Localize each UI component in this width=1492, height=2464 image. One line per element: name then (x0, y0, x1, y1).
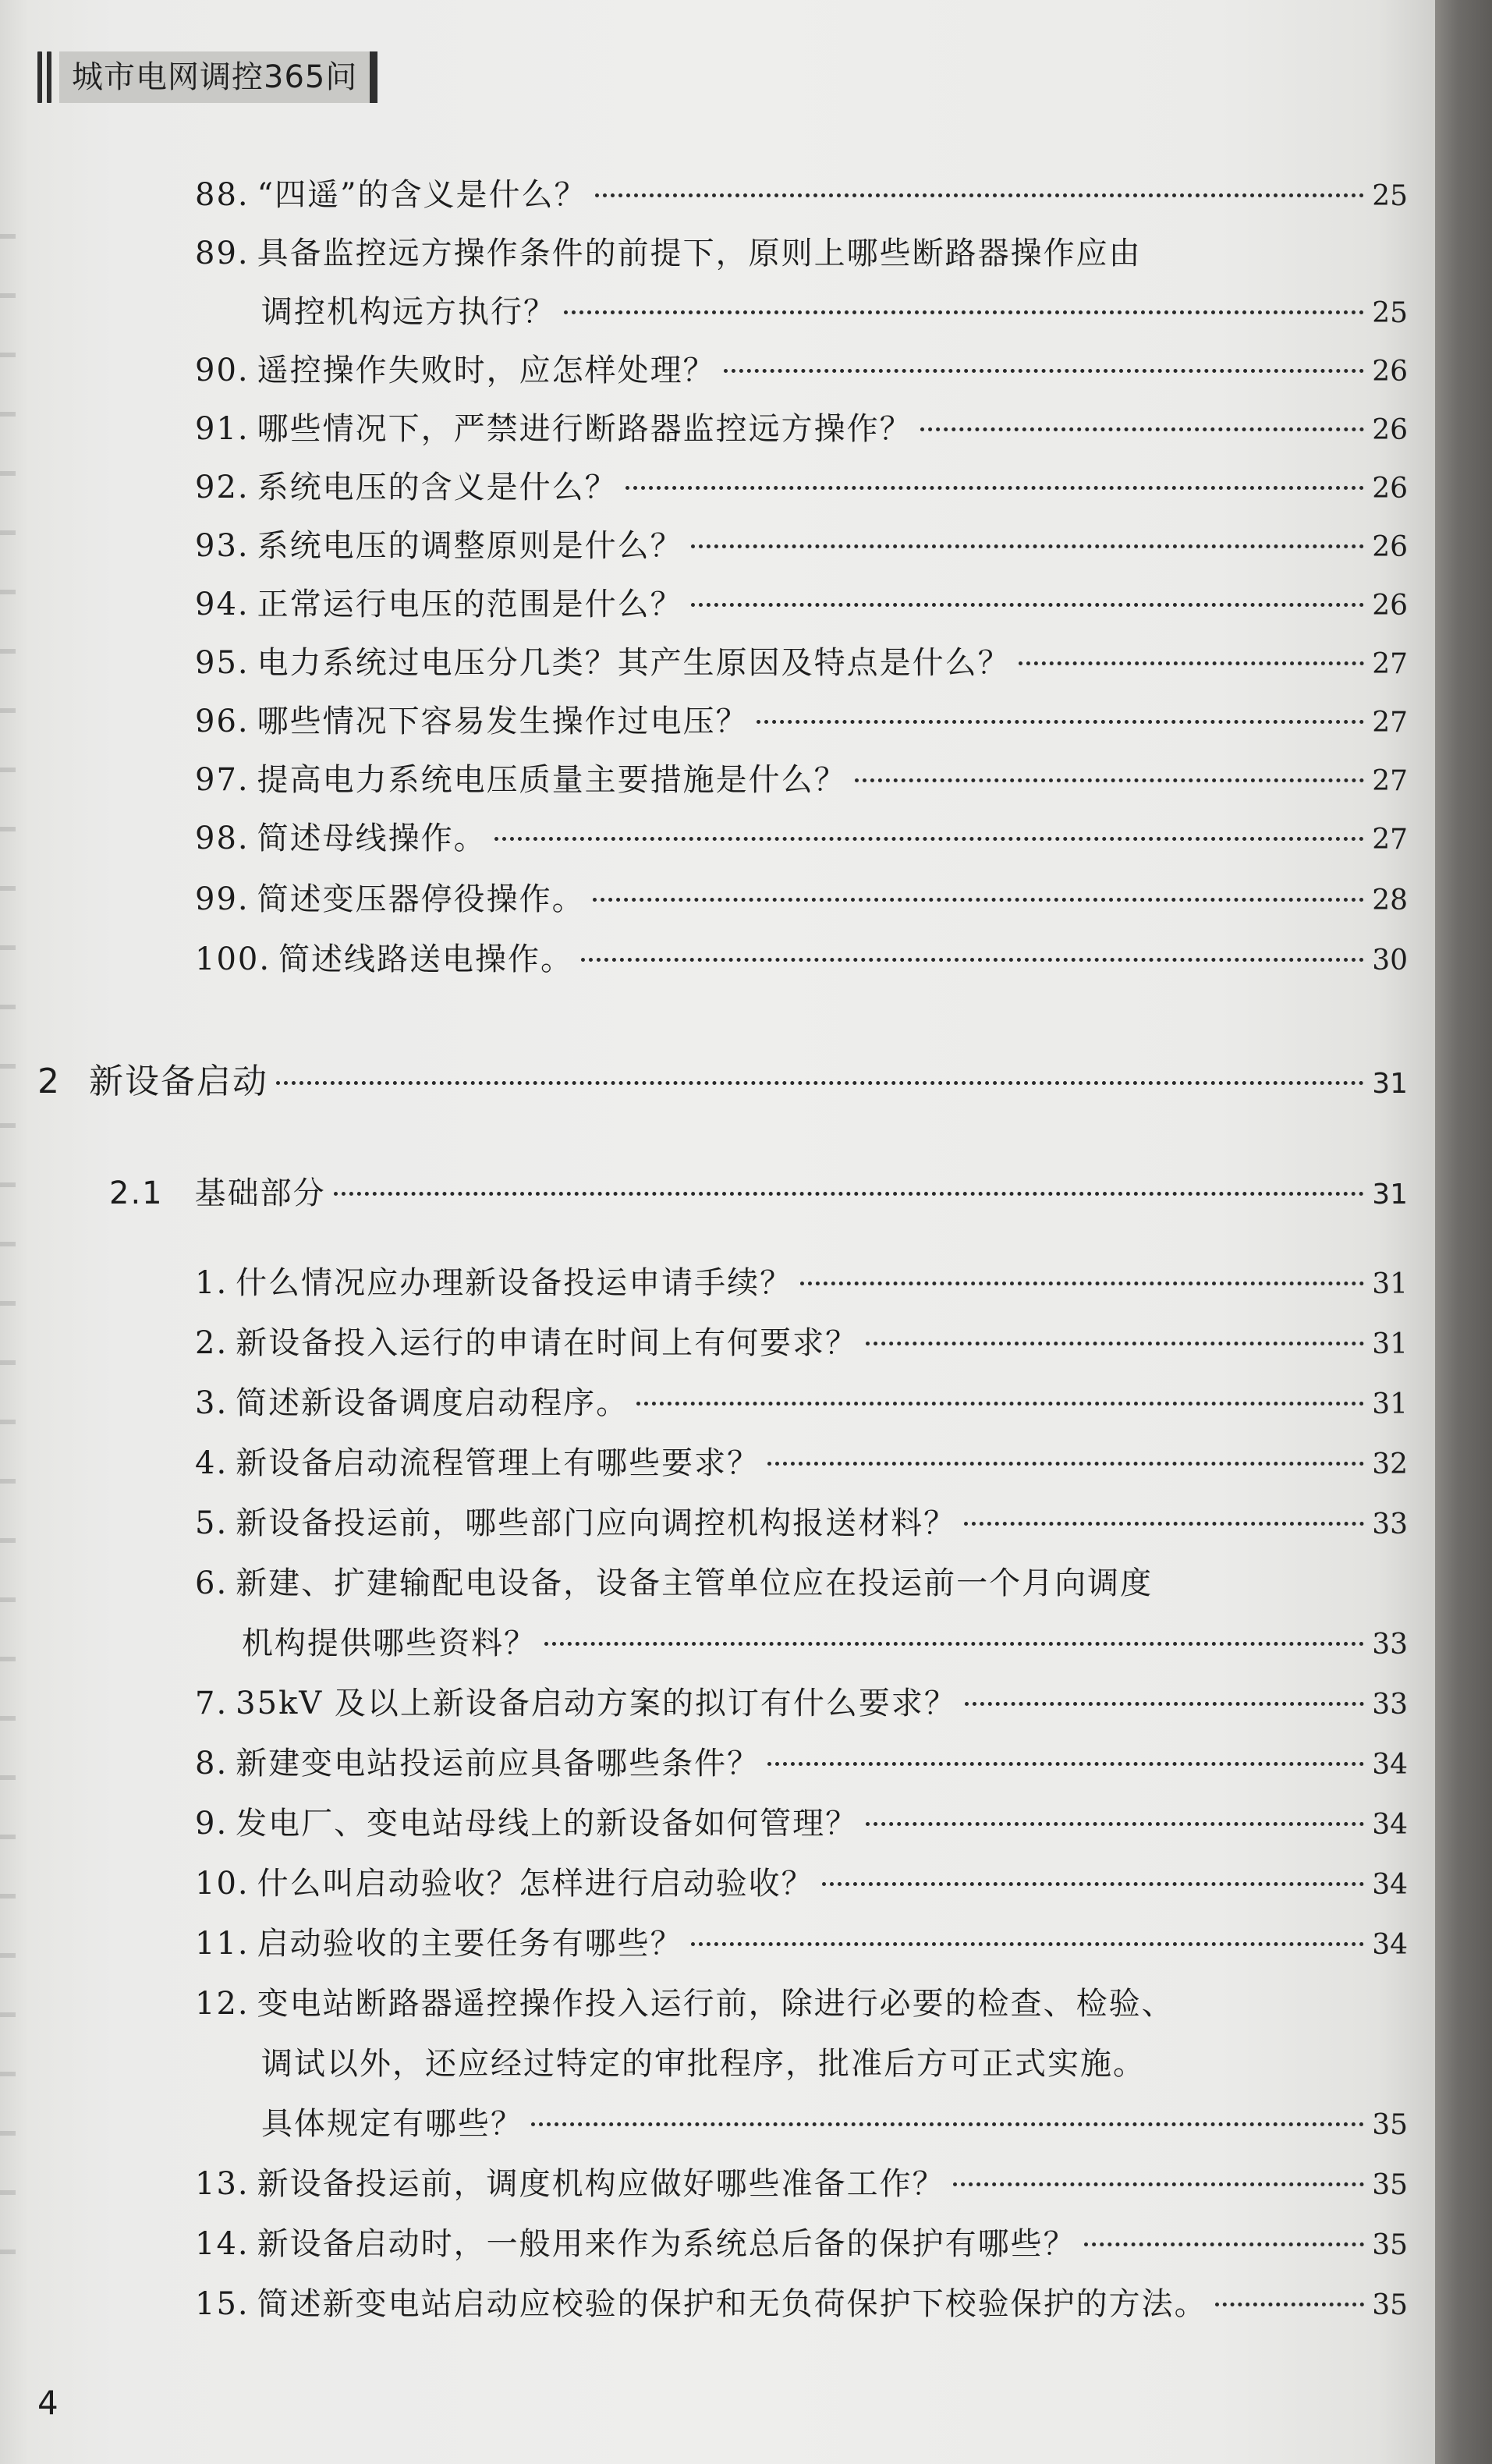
toc-entry-95: 95. 电力系统过电压分几类？其产生原因及特点是什么？ 27 (195, 645, 1408, 681)
toc-entry-13: 13. 新设备投运前，调度机构应做好哪些准备工作？ 35 (195, 2166, 1408, 2202)
toc-entry-5: 5. 新设备投运前，哪些部门应向调控机构报送材料？ 33 (195, 1505, 1408, 1541)
toc-entry-89-continued: 调控机构远方执行？ 25 (261, 294, 1408, 330)
leader-dots (953, 2175, 1365, 2186)
background-edge (1435, 0, 1492, 2464)
toc-entry-7: 7. 35kV 及以上新设备启动方案的拟订有什么要求？ 33 (195, 1686, 1408, 1721)
toc-entry-90: 90. 遥控操作失败时，应怎样处理？ 26 (195, 353, 1408, 388)
leader-dots (544, 1634, 1364, 1646)
toc-entry-96: 96. 哪些情况下容易发生操作过电压？ 27 (195, 704, 1408, 739)
leader-dots (1019, 654, 1365, 665)
toc-entry-97: 97. 提高电力系统电压质量主要措施是什么？ 27 (195, 762, 1408, 798)
toc-entry-12-continued-b: 具体规定有哪些？ 35 (261, 2106, 1408, 2142)
leader-dots (1215, 2295, 1365, 2306)
leader-dots (276, 1073, 1364, 1085)
leader-dots (595, 186, 1365, 197)
leader-dots (691, 1934, 1365, 1946)
toc-entry-88: 88. “四遥”的含义是什么？ 25 (195, 177, 1408, 213)
toc-entry-89: 89. 具备监控远方操作条件的前提下，原则上哪些断路器操作应由 (195, 236, 1142, 271)
toc-entry-93: 93. 系统电压的调整原则是什么？ 26 (195, 528, 1408, 564)
toc-entry-99: 99. 简述变压器停役操作。 28 (195, 881, 1408, 917)
toc-entry-94: 94. 正常运行电压的范围是什么？ 26 (195, 587, 1408, 622)
leader-dots (724, 361, 1365, 373)
leader-dots (964, 1514, 1364, 1526)
leader-dots (767, 1754, 1364, 1766)
leader-dots (593, 890, 1365, 902)
toc-entry-11: 11. 启动验收的主要任务有哪些？ 34 (195, 1926, 1408, 1962)
leader-dots (691, 595, 1365, 607)
leader-dots (866, 1814, 1364, 1826)
toc-entry-3: 3. 简述新设备调度启动程序。 31 (195, 1385, 1408, 1421)
toc-entry-91: 91. 哪些情况下，严禁进行断路器监控远方操作？ 26 (195, 411, 1408, 447)
leader-dots (822, 1874, 1365, 1886)
leader-dots (1084, 2235, 1365, 2246)
leader-dots (564, 303, 1364, 314)
toc-entry-6-continued: 机构提供哪些资料？ 33 (242, 1626, 1408, 1661)
page-margin-texture (0, 179, 16, 2285)
leader-dots (757, 712, 1365, 724)
leader-dots (855, 771, 1365, 782)
toc-entry-6: 6. 新建、扩建输配电设备，设备主管单位应在投运前一个月向调度 (195, 1565, 1154, 1601)
leader-dots (800, 1274, 1364, 1285)
toc-entry-98: 98. 简述母线操作。 27 (195, 821, 1408, 856)
leader-dots (767, 1454, 1364, 1466)
toc-entry-2: 2. 新设备投入运行的申请在时间上有何要求？ 31 (195, 1325, 1408, 1361)
toc-entry-14: 14. 新设备启动时，一般用来作为系统总后备的保护有哪些？ 35 (195, 2226, 1408, 2262)
toc-chapter-2: 2 新设备启动 31 (37, 1062, 1408, 1101)
leader-dots (965, 1694, 1364, 1706)
leader-dots (920, 420, 1365, 431)
leader-dots (691, 537, 1365, 548)
page-number: 4 (37, 2384, 58, 2422)
leader-dots (866, 1334, 1364, 1345)
toc-entry-8: 8. 新建变电站投运前应具备哪些条件？ 34 (195, 1746, 1408, 1782)
toc-entry-9: 9. 发电厂、变电站母线上的新设备如何管理？ 34 (195, 1806, 1408, 1842)
leader-dots (581, 950, 1364, 962)
toc-entry-92: 92. 系统电压的含义是什么？ 26 (195, 470, 1408, 505)
header-stripes (37, 51, 51, 103)
toc-entry-10: 10. 什么叫启动验收？怎样进行启动验收？ 34 (195, 1866, 1408, 1902)
toc-entry-100: 100. 简述线路送电操作。 30 (195, 941, 1408, 977)
leader-dots (531, 2115, 1364, 2126)
book-title: 城市电网调控365问 (59, 51, 377, 103)
toc-entry-12: 12. 变电站断路器遥控操作投入运行前，除进行必要的检查、检验、 (195, 1986, 1175, 2022)
toc-entry-4: 4. 新设备启动流程管理上有哪些要求？ 32 (195, 1445, 1408, 1481)
leader-dots (334, 1184, 1365, 1196)
leader-dots (494, 829, 1365, 841)
leader-dots (626, 478, 1365, 490)
leader-dots (636, 1394, 1364, 1406)
toc-entry-12-continued-a: 调试以外，还应经过特定的审批程序，批准后方可正式实施。 (261, 2046, 1146, 2082)
running-header (37, 51, 377, 103)
toc-entry-15: 15. 简述新变电站启动应校验的保护和无负荷保护下校验保护的方法。 35 (195, 2286, 1408, 2322)
toc-section-2-1: 2.1 基础部分 31 (109, 1175, 1408, 1211)
toc-entry-1: 1. 什么情况应办理新设备投运申请手续？ 31 (195, 1265, 1408, 1301)
